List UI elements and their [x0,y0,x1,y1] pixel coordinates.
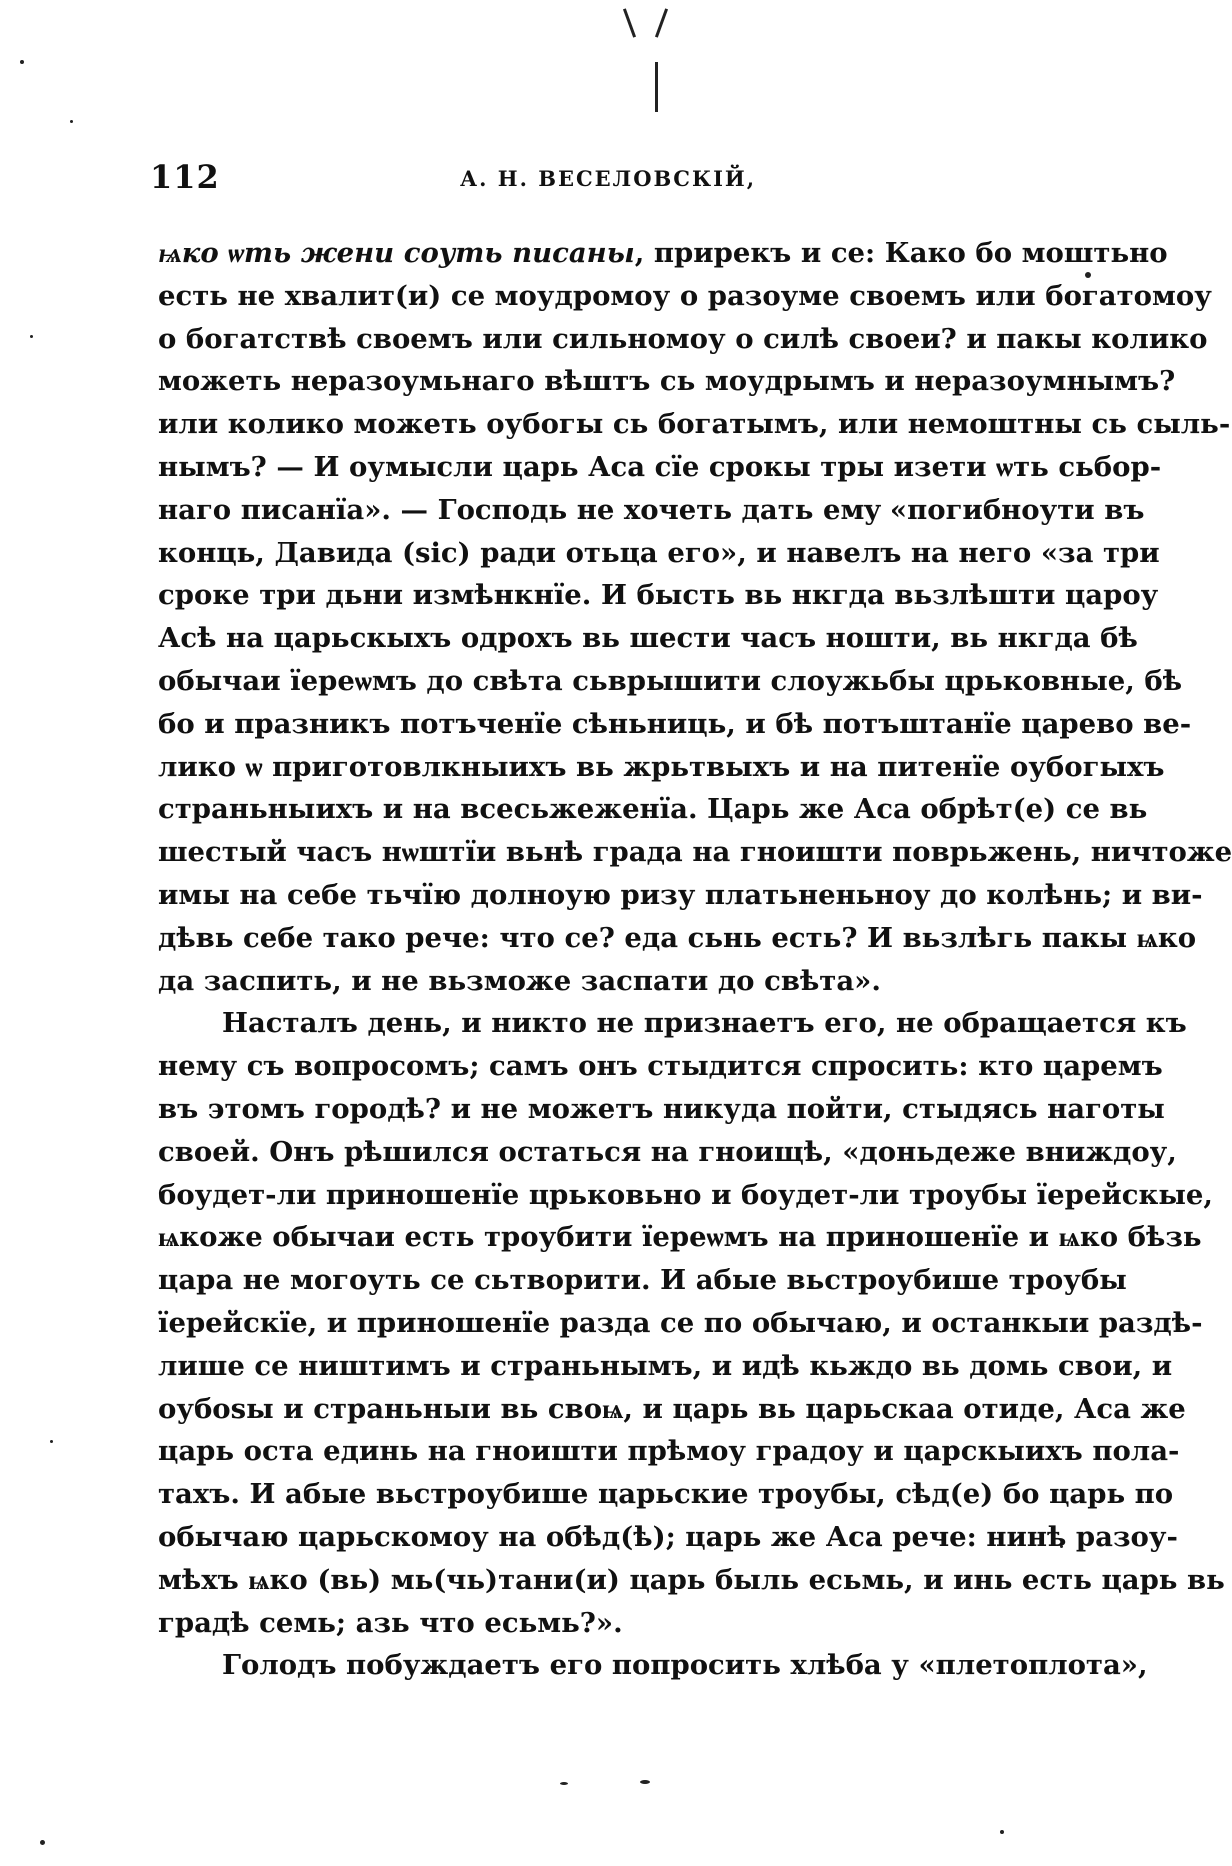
text-line-content: лико ѡ приготовлкныихъ вь жрьтвыхъ и на питенїе оубогыхъ [158,750,1165,783]
scan-speck [560,1782,568,1785]
text-line-content: или колико можеть оубогы сь богатымъ, или немоштны сь сыль- [158,408,1231,441]
text-line-content: ѩкоже обычаи есть троубити їереѡмъ на приношенїе и ѩко бѣзь [158,1221,1202,1254]
text-line-content: наго писанїа». — Господь не хочеть дать емy «погибноути въ [158,493,1145,526]
text-line-content: градѣ семь; азь что есьмь?». [158,1606,623,1639]
text-line [158,788,1148,831]
text-line [158,660,1183,703]
text-line [158,1559,1225,1602]
text-line [158,1174,1213,1217]
text-line [158,403,1231,446]
scan-speck [30,335,33,338]
text-line [158,1259,1127,1302]
page-header [150,158,1040,198]
text-line-content: есть не хвалит(и) се моудромоу о разоуме своемъ или богатомоу [158,279,1212,312]
text-line [158,489,1145,532]
text-line-content: дѣвь себе тако рече: что се? еда сьнь есть? И вьзлѣгь пакы ѩко [158,921,1197,954]
scan-speck [40,1840,45,1845]
scan-speck [640,1780,650,1784]
text-line [158,1388,1186,1431]
text-line-content: своей. Онъ рѣшился остаться на гноищѣ, «доньдеже вниждоу, [158,1135,1177,1168]
text-line [158,1002,1187,1045]
scan-speck [70,120,73,123]
text-line [158,746,1165,789]
text-line [158,1131,1177,1174]
text-line-content: боудет-ли приношенїе црьковьно и боудет-ли троубы їерейскые, [158,1178,1213,1211]
text-line-content: обычаи їереѡмъ до свѣта сьврышити слоужьбы црьковные, бѣ [158,664,1183,697]
text-line [158,960,1046,1003]
text-line-content: сроке три дьни измѣнкнїе. И бысть вь нкгда вьзлѣшти цароу [158,579,1159,612]
text-line-content: цара не могоуть се сьтворити. И абые вьстроубише троубы [158,1264,1127,1297]
text-line-content: шестый часъ нѡштїи вьнѣ града на гноишти поврьжень, ничтоже [158,836,1232,869]
scan-mark-top [655,62,658,112]
text-line-content: Насталъ день, и никто не признаетъ его, не обращается къ [222,1007,1187,1040]
text-line [158,874,1203,917]
text-line [158,318,1208,361]
text-line [158,1045,1163,1088]
text-line [158,1473,1174,1516]
text-line [158,232,1168,275]
scan-speck [20,60,24,64]
text-line [158,1430,1180,1473]
text-line-content: можеть неразоумьнаго вѣштъ сь моудрымъ и неразоумнымъ? [158,365,1176,398]
italic-phrase: ѩко ѡть жени соуть писаны [158,237,635,269]
text-line [158,275,1212,318]
scan-mark-top-curve [623,8,636,37]
text-line-content: въ этомъ городѣ? и не можетъ никуда пойти, стыдясь наготы [158,1092,1165,1125]
text-line-content: обычаю царьскомоу на обѣд(ѣ); царь же Аса рече: нинѣ разоу- [158,1520,1178,1553]
text-line-content: Асѣ на царьскыхъ одрохъ вь шести часъ ношти, вь нкгда бѣ [158,622,1138,655]
text-line-content: Голодъ побуждаетъ его попросить хлѣба у «плетоплота», [222,1649,1148,1682]
text-line-content: нымъ? — И оумысли царь Аса сїе срокы тры изети ѡть сьбор- [158,450,1162,483]
text-line-content: тахъ. И абые вьстроубише царьские троубы, сѣд(е) бо царь по [158,1478,1174,1511]
text-line-content: , прирекъ и се: Како бо моштьно [634,237,1168,269]
page-number: 112 [150,158,220,196]
scan-speck [1000,1830,1004,1834]
text-line [158,917,1197,960]
text-line [158,703,1192,746]
text-line-content: їерейскїе, и приношенїе разда се по обычаю, и останкыи раздѣ- [158,1306,1203,1339]
text-line [158,831,1232,874]
text-line [158,1302,1203,1345]
scan-speck [1085,272,1091,278]
text-line-content: да заспить, и не вьзможе заспати до свѣта». [158,964,881,997]
body-text [158,232,1232,1687]
text-line-content: оубоѕы и страньныи вь своѩ, и царь вь царьскаа отиде, Аса же [158,1392,1186,1425]
text-line-content: нему съ вопросомъ; самъ онъ стыдится спросить: кто царемъ [158,1050,1163,1083]
text-line [158,1088,1165,1131]
text-line-content: страньныихъ и на всесьжеженїа. Царь же Аса обрѣт(е) се вь [158,793,1148,826]
text-line [158,532,1160,575]
scan-speck [50,1440,53,1443]
text-line-content: царь оста единь на гноишти прѣмоу градоу и царскыихъ пола- [158,1435,1180,1468]
text-line [158,1516,1178,1559]
text-line-content: конць, Давида (sic) ради отьца его», и навелъ на него «за три [158,536,1160,569]
text-line [158,617,1138,660]
text-line-content: бо и празникъ потъченїе сѣньниць, и бѣ потъштанїе царево ве- [158,707,1192,740]
running-head: А. Н. ВЕСЕЛОВСКІЙ, [460,166,757,191]
text-line-content: о богатствѣ своемъ или сильномоу о силѣ своеи? и пакы колико [158,322,1208,355]
text-line [158,574,1159,617]
text-line-content: мѣхъ ѩко (вь) мь(чь)тани(и) царь быль есьмь, и инь есть царь вь [158,1563,1225,1596]
text-line-content: лише се ништимъ и страньнымъ, и идѣ кьждо вь домь свои, и [158,1349,1173,1382]
text-line [158,1644,1148,1687]
text-line [158,446,1162,489]
scan-mark-top-curve-2 [655,8,668,37]
text-line [158,1216,1202,1259]
text-line [158,1602,1046,1645]
text-line-content: имы на себе тьчїю долноую ризу платьненьноу до колѣнь; и ви- [158,878,1203,911]
text-line [158,360,1176,403]
text-line [158,1345,1173,1388]
